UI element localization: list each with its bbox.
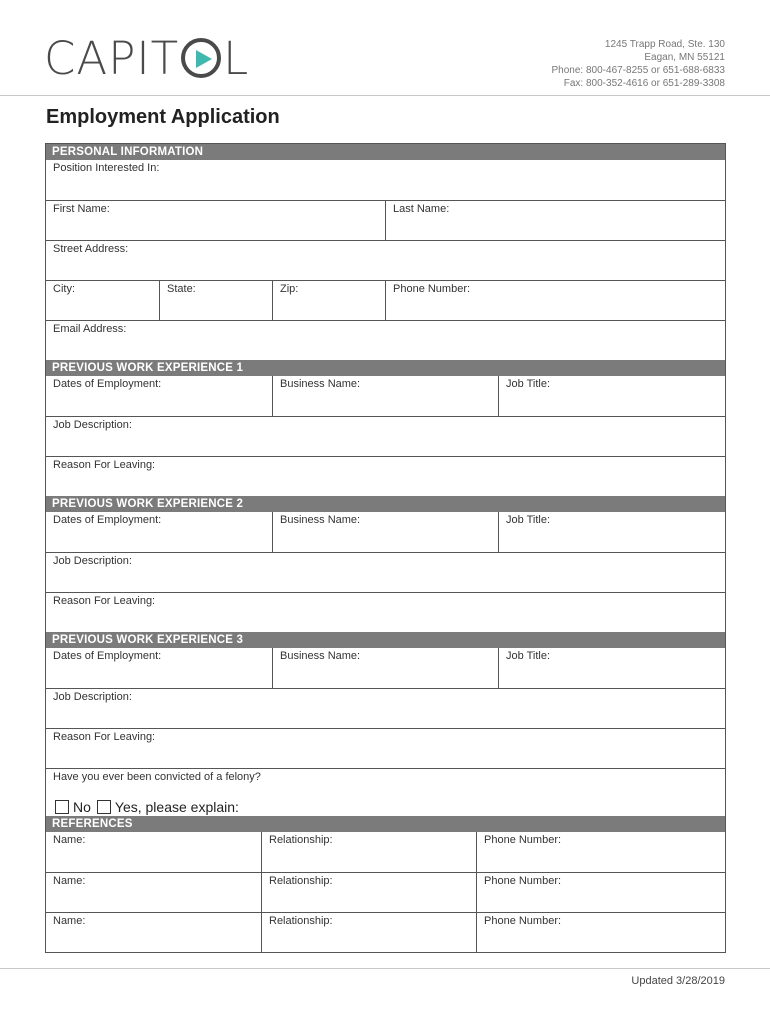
yes-label: Yes, please explain: — [114, 799, 239, 815]
position-field[interactable]: Position Interested In: — [53, 162, 160, 174]
reference-phone-field[interactable]: Phone Number: — [476, 913, 725, 952]
job-title-field[interactable]: Job Title: — [498, 376, 725, 416]
reason-for-leaving-field[interactable]: Reason For Leaving: — [53, 459, 156, 471]
zip-field[interactable]: Zip: — [272, 281, 385, 320]
felony-yes-option[interactable] — [97, 799, 239, 815]
reference-relationship-field[interactable]: Relationship: — [261, 832, 476, 872]
phone-line: Phone: 800-467-8255 or 651-688-6833 — [551, 65, 725, 76]
section-header-work-1: PREVIOUS WORK EXPERIENCE 1 — [46, 360, 725, 376]
last-name-field[interactable]: Last Name: — [385, 201, 725, 240]
reference-relationship-field[interactable]: Relationship: — [261, 873, 476, 912]
address-line: Eagan, MN 55121 — [644, 52, 725, 63]
felony-question: Have you ever been convicted of a felony? — [46, 768, 725, 798]
section-header-work-3: PREVIOUS WORK EXPERIENCE 3 — [46, 632, 725, 648]
reference-name-field[interactable]: Name: — [53, 875, 86, 887]
first-name-field[interactable]: First Name: — [53, 203, 110, 215]
application-form — [45, 143, 726, 953]
play-triangle-icon — [181, 38, 221, 78]
section-header-references: REFERENCES — [46, 816, 725, 832]
page-title: Employment Application — [46, 106, 280, 128]
no-checkbox[interactable] — [55, 800, 69, 814]
felony-options — [46, 798, 725, 816]
header-divider — [0, 95, 770, 96]
capitol-logo — [44, 31, 250, 85]
reason-for-leaving-field[interactable]: Reason For Leaving: — [53, 731, 156, 743]
job-title-field[interactable]: Job Title: — [498, 512, 725, 552]
email-address-field[interactable]: Email Address: — [53, 323, 127, 335]
fax-line: Fax: 800-352-4616 or 651-289-3308 — [563, 78, 725, 89]
company-address — [552, 38, 725, 90]
logo-text-pre: CAPIT — [44, 31, 180, 85]
business-name-field[interactable]: Business Name: — [272, 648, 498, 688]
business-name-field[interactable]: Business Name: — [272, 512, 498, 552]
reference-phone-field[interactable]: Phone Number: — [476, 873, 725, 912]
updated-date: Updated 3/28/2019 — [631, 975, 725, 987]
reason-for-leaving-field[interactable]: Reason For Leaving: — [53, 595, 156, 607]
job-description-field[interactable]: Job Description: — [53, 555, 132, 567]
job-title-field[interactable]: Job Title: — [498, 648, 725, 688]
dates-of-employment-field[interactable]: Dates of Employment: — [53, 514, 162, 526]
section-header-personal: PERSONAL INFORMATION — [46, 144, 725, 160]
address-line: 1245 Trapp Road, Ste. 130 — [604, 39, 725, 50]
business-name-field[interactable]: Business Name: — [272, 376, 498, 416]
reference-relationship-field[interactable]: Relationship: — [261, 913, 476, 952]
reference-name-field[interactable]: Name: — [53, 915, 86, 927]
dates-of-employment-field[interactable]: Dates of Employment: — [53, 650, 162, 662]
job-description-field[interactable]: Job Description: — [53, 691, 132, 703]
no-label: No — [73, 799, 91, 815]
city-field[interactable]: City: — [53, 283, 75, 295]
yes-checkbox[interactable] — [97, 800, 111, 814]
footer-divider — [0, 968, 770, 969]
reference-name-field[interactable]: Name: — [53, 834, 86, 846]
job-description-field[interactable]: Job Description: — [53, 419, 132, 431]
dates-of-employment-field[interactable]: Dates of Employment: — [53, 378, 162, 390]
street-address-field[interactable]: Street Address: — [53, 243, 129, 255]
reference-phone-field[interactable]: Phone Number: — [476, 832, 725, 872]
state-field[interactable]: State: — [159, 281, 272, 320]
logo-text-post: L — [223, 31, 250, 85]
felony-no-option[interactable] — [55, 799, 91, 815]
section-header-work-2: PREVIOUS WORK EXPERIENCE 2 — [46, 496, 725, 512]
phone-number-field[interactable]: Phone Number: — [385, 281, 725, 320]
